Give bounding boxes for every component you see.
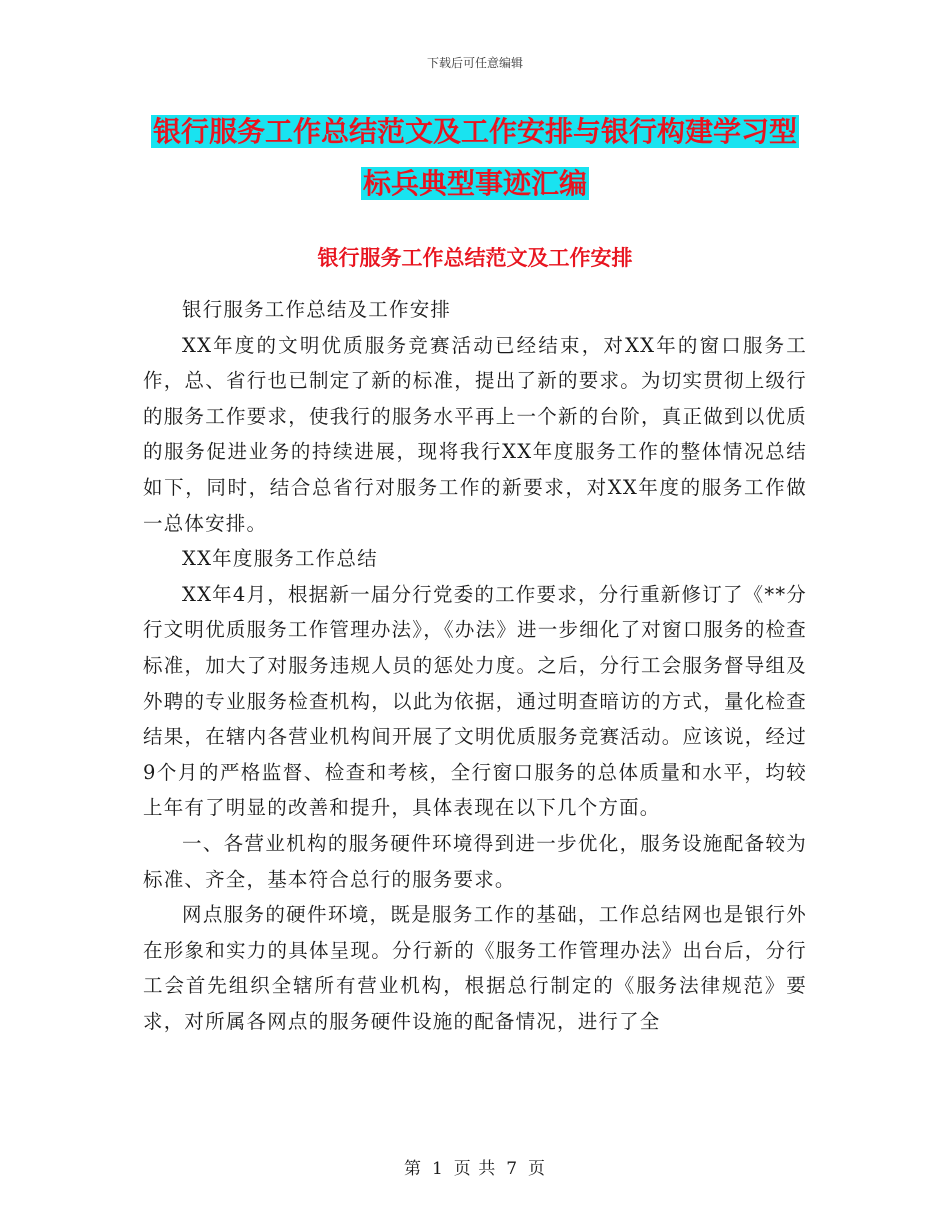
page-footer (0, 1154, 950, 1179)
paragraph: XX年度的文明优质服务竞赛活动已经结束，对XX年的窗口服务工作，总、省行也已制定了新的标准，提出了新的要求。为切实贯彻上级行的服务工作要求，使我行的服务水平再上一个新的台阶，真正做到以优质的服务促进业务的持续进展，现将我行XX年度服务工作的整体情况总结如下，同时，结合总省行对服务工作的新要求，对XX年度的服务工作做一总体安排。 (143, 333, 807, 535)
document-title-line-1: 银行服务工作总结范文及工作安排与银行构建学习型 (152, 115, 797, 148)
section-title: 银行服务工作总结范文及工作安排 (317, 246, 633, 270)
page-total: 7 (506, 1159, 519, 1179)
header-note: 下载后可任意编辑 (426, 56, 523, 70)
document-body (143, 292, 807, 1039)
document-title-line-2: 标兵典型事迹汇编 (362, 167, 587, 200)
footer-suffix: 页 (528, 1159, 547, 1179)
paragraph: 银行服务工作总结及工作安排 (182, 298, 452, 321)
footer-prefix: 第 (403, 1159, 422, 1179)
page-number: 1 (431, 1159, 444, 1179)
paragraph: XX年4月，根据新一届分行党委的工作要求，分行重新修订了《**分行文明优质服务工作管理办法》，《办法》进一步细化了对窗口服务的检查标准，加大了对服务违规人员的惩处力度。之后，分行工会服务督导组及外聘的专业服务检查机构，以此为依据，通过明查暗访的方式，量化检查结果，在辖内各营业机构间开展了文明优质服务竞赛活动。应该说，经过9个月的严格监督、检查和考核，全行窗口服务的总体质量和水平，均较上年有了明显的改善和提升，具体表现在以下几个方面。 (143, 582, 807, 820)
footer-middle: 页 共 (453, 1159, 497, 1179)
paragraph: 一、各营业机构的服务硬件环境得到进一步优化，服务设施配备较为标准、齐全，基本符合总行的服务要求。 (143, 831, 807, 891)
paragraph: XX年度服务工作总结 (182, 547, 378, 571)
paragraph: 网点服务的硬件环境，既是服务工作的基础，工作总结网也是银行外在形象和实力的具体呈现。分行新的《服务工作管理办法》出台后，分行工会首先组织全辖所有营业机构，根据总行制定的《服务法律规范》要求，对所属各网点的服务硬件设施的配备情况，进行了全 (143, 903, 807, 1033)
document-title (0, 106, 950, 210)
